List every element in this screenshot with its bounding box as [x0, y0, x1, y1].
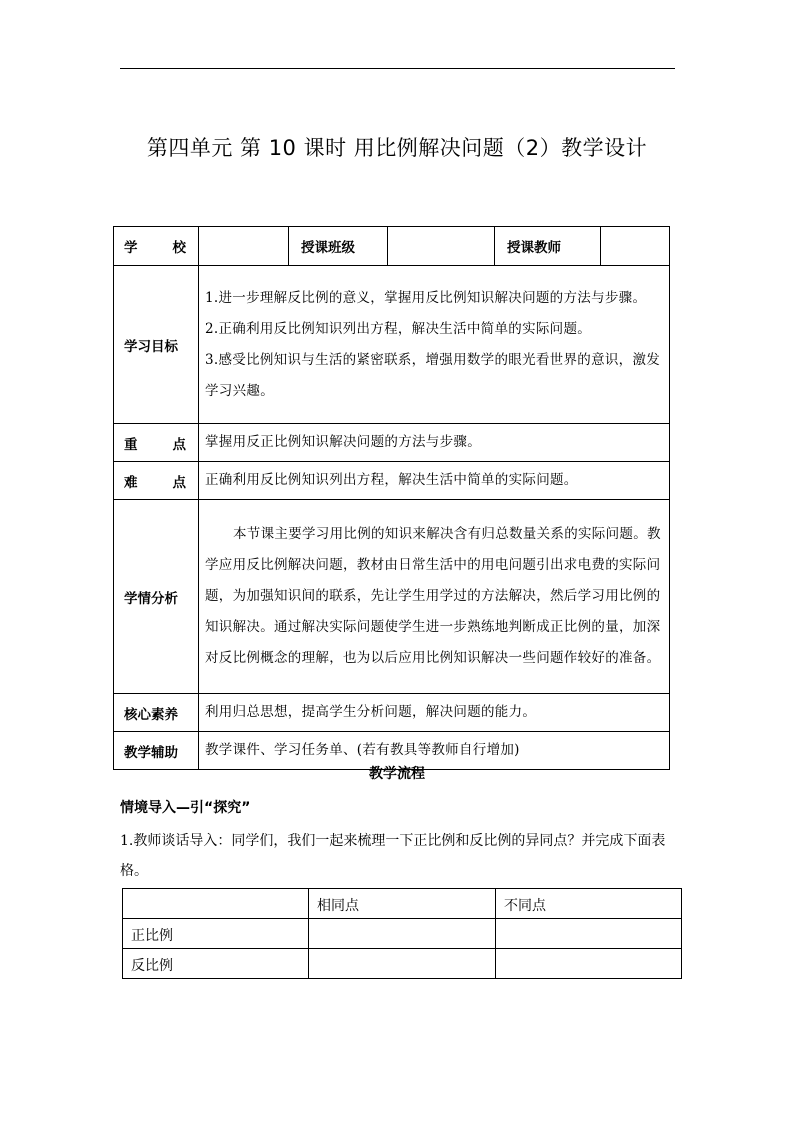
table-header-cell — [123, 889, 309, 919]
table-header-cell: 不同点 — [496, 889, 682, 919]
school-label-char: 校 — [172, 240, 186, 256]
goals-label-cell — [114, 266, 199, 424]
table-cell: 正比例 — [123, 919, 309, 949]
table-row — [114, 462, 670, 500]
table-cell — [496, 919, 682, 949]
table-row — [123, 949, 682, 979]
goal-item: 1.进一步理解反比例的意义，掌握用反比例知识解决问题的方法与步骤。 — [205, 289, 647, 306]
table-row — [123, 889, 682, 919]
aids-content-cell: 教学课件、学习任务单、(若有教具等教师自行增加) — [199, 732, 670, 770]
school-label-char: 学 — [124, 240, 138, 256]
school-label-cell — [114, 227, 199, 266]
teacher-value-cell — [601, 227, 670, 266]
comparison-table — [122, 888, 682, 979]
analysis-label: 学情分析 — [124, 590, 178, 607]
school-value-cell — [199, 227, 289, 266]
goals-label: 学习目标 — [124, 338, 178, 355]
difficult-label-char: 难 — [124, 474, 138, 491]
literacy-label: 核心素养 — [124, 706, 178, 723]
goal-item: 3.感受比例知识与生活的紧密联系，增强用数学的眼光看世界的意识，激发学习兴趣。 — [205, 351, 661, 399]
header-rule — [120, 68, 675, 69]
literacy-content-cell: 利用归总思想，提高学生分析问题，解决问题的能力。 — [199, 694, 670, 732]
table-row — [123, 919, 682, 949]
difficult-point-cell: 正确利用反比例知识列出方程，解决生活中简单的实际问题。 — [199, 462, 670, 500]
flow-heading: 教学流程 — [369, 766, 425, 782]
difficult-label-char: 点 — [172, 474, 186, 491]
key-point-cell: 掌握用反正比例知识解决问题的方法与步骤。 — [199, 424, 670, 462]
table-row — [114, 694, 670, 732]
table-header-cell: 相同点 — [309, 889, 496, 919]
table-row — [114, 424, 670, 462]
class-label-cell: 授课班级 — [289, 227, 388, 266]
table-row — [114, 266, 670, 424]
class-value-cell — [388, 227, 495, 266]
table-row — [114, 500, 670, 694]
intro-paragraph: 1.教师谈话导入：同学们，我们一起来梳理一下正比例和反比例的异同点？并完成下面表格。 — [120, 833, 666, 879]
teacher-label-cell: 授课教师 — [495, 227, 601, 266]
table-row — [114, 227, 670, 266]
key-label-cell — [114, 424, 199, 462]
key-label-char: 点 — [172, 436, 186, 453]
literacy-label-cell — [114, 694, 199, 732]
table-cell: 反比例 — [123, 949, 309, 979]
lesson-info-table — [113, 226, 670, 770]
section-title: 情境导入—引“探究” — [120, 800, 251, 816]
difficult-label-cell — [114, 462, 199, 500]
goals-content-cell — [199, 266, 670, 424]
goal-item: 2.正确利用反比例知识列出方程，解决生活中简单的实际问题。 — [205, 320, 592, 337]
key-label-char: 重 — [124, 436, 138, 453]
page-title: 第四单元 第 10 课时 用比例解决问题（2）教学设计 — [146, 136, 648, 160]
analysis-label-cell — [114, 500, 199, 694]
table-cell — [309, 949, 496, 979]
table-cell — [309, 919, 496, 949]
analysis-content-cell: 本节课主要学习用比例的知识来解决含有归总数量关系的实际问题。教学应用反比例解决问题，教材由日常生活中的用电问题引出求电费的实际问题，为加强知识间的联系，先让学生用学过的方法解决，然后学习用比例的知识解决。通过解决实际问题使学生进一步熟练地判断成正比例的量，加深对反比例概念的理解，也为以后应用比例知识解决一些问题作较好的准备。 — [199, 500, 670, 694]
aids-label: 教学辅助 — [124, 744, 178, 761]
table-cell — [496, 949, 682, 979]
